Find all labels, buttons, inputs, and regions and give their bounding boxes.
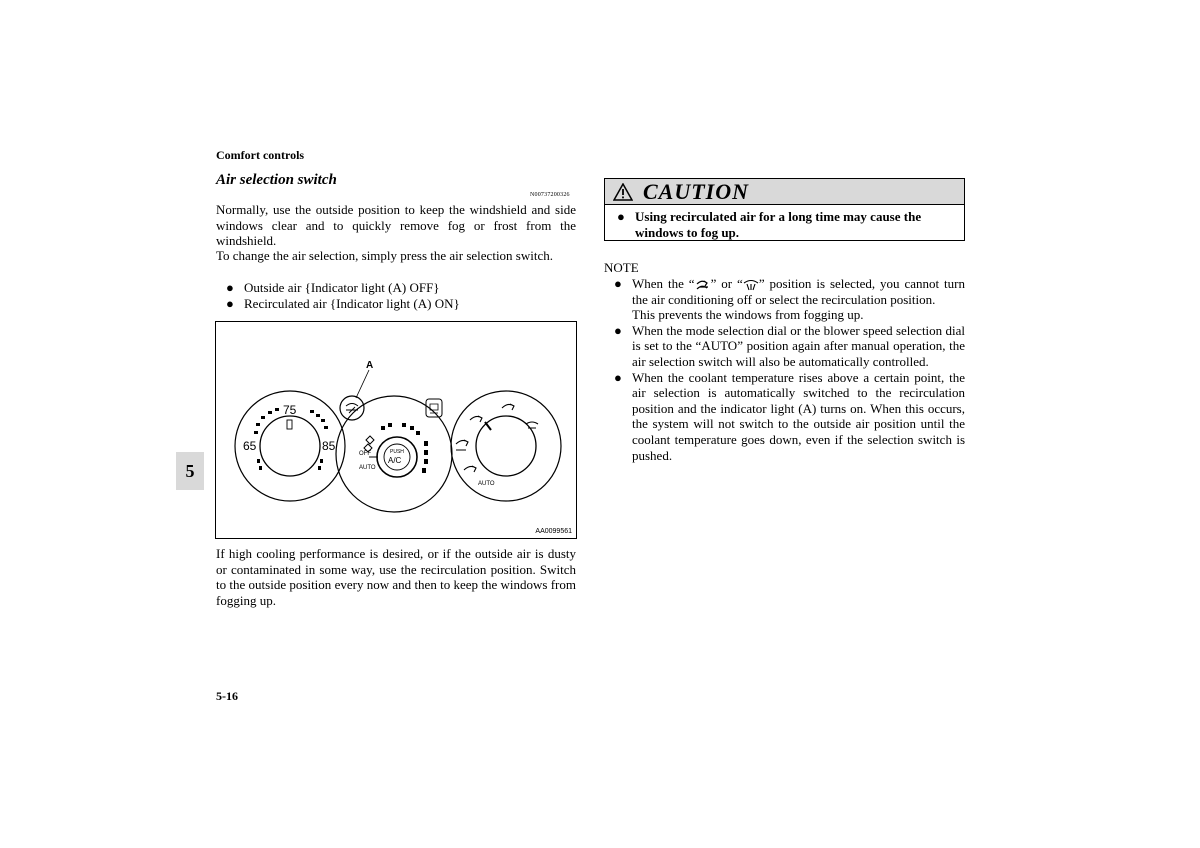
foot-defrost-mode-icon bbox=[464, 466, 476, 472]
bullet-icon: ● bbox=[226, 295, 234, 311]
temp-75-label: 75 bbox=[283, 403, 297, 417]
caution-box bbox=[604, 178, 965, 241]
paragraph-high-cooling: If high cooling performance is desired, or if the outside air is dusty or contaminated in some way, use the recirculation position. Switch to the outside position every now and then to keep the windows from fogging up. bbox=[216, 546, 576, 608]
page-number: 5-16 bbox=[216, 689, 238, 703]
list-item: ● When the “ ” or “ ” position is selected, you cannot turn the air conditioning off or select the recirculation position. This prevents the windows from fogging up. bbox=[614, 276, 965, 323]
air-mode-list bbox=[226, 280, 576, 311]
running-header: Comfort controls bbox=[216, 148, 305, 162]
bullet-icon: ● bbox=[226, 280, 234, 295]
note-heading: NOTE bbox=[604, 260, 639, 275]
caution-title: CAUTION bbox=[643, 178, 750, 204]
vent-mode-icon bbox=[470, 416, 482, 422]
air-selection-button[interactable] bbox=[340, 396, 364, 420]
defrost-icon bbox=[743, 279, 759, 292]
caution-item bbox=[605, 205, 964, 241]
warning-triangle-icon bbox=[613, 183, 633, 201]
note-sub-text: This prevents the windows from fogging up. bbox=[632, 307, 864, 323]
auto-label-mid: AUTO bbox=[359, 465, 376, 471]
list-item bbox=[226, 296, 576, 312]
figure-code: AA0099561 bbox=[535, 528, 572, 535]
chapter-tab: 5 bbox=[176, 452, 204, 490]
auto-label-right: AUTO bbox=[478, 481, 495, 487]
note-list bbox=[614, 276, 965, 463]
bullet-icon: ● bbox=[614, 322, 622, 338]
control-panel-drawing bbox=[216, 322, 576, 538]
ac-label: A/C bbox=[388, 456, 402, 465]
list-item: ● When the coolant temperature rises above a certain point, the air selection is automatically switched to the recirculation position and the indicator light (A) turns on. When this occurs, the system will not switch to the outside air position until the coolant temperature goes down, even if the selection switch is pushed. bbox=[614, 369, 965, 463]
bullet-icon: ● bbox=[614, 276, 622, 291]
list-item bbox=[226, 280, 576, 296]
fan-icon bbox=[364, 436, 374, 452]
bi-level-mode-icon bbox=[502, 404, 514, 410]
climate-control-illustration bbox=[215, 321, 577, 539]
list-item: ● When the mode selection dial or the blower speed selection dial is set to the “AUTO” position again after manual operation, the air selection switch will also be automatically controlled. bbox=[614, 322, 965, 369]
bullet-icon: ● bbox=[614, 369, 622, 385]
paragraph-normal-use: Normally, use the outside position to keep the windshield and side windows clear and to quickly remove fog or frost from the windshield. bbox=[216, 202, 576, 249]
list-item-text: Recirculated air {Indicator light (A) ON} bbox=[244, 295, 460, 311]
off-label: OFF bbox=[359, 451, 371, 457]
reference-code: N00737200326 bbox=[530, 192, 570, 198]
section-title: Air selection switch bbox=[216, 172, 337, 188]
label-a: A bbox=[366, 360, 374, 371]
temp-65-label: 65 bbox=[243, 439, 257, 453]
recirculation-icon bbox=[346, 404, 358, 414]
paragraph-change-selection: To change the air selection, simply press the air selection switch. bbox=[216, 248, 553, 263]
push-label: PUSH bbox=[390, 449, 404, 455]
bullet-icon: ● bbox=[617, 209, 625, 224]
foot-defrost-icon bbox=[695, 279, 711, 292]
caution-header bbox=[605, 179, 964, 205]
foot-mode-icon bbox=[456, 440, 468, 450]
temp-85-label: 85 bbox=[322, 439, 336, 453]
list-item-text: Outside air {Indicator light (A) OFF} bbox=[244, 280, 440, 295]
caution-text: Using recirculated air for a long time may cause the windows to fog up. bbox=[635, 209, 922, 240]
